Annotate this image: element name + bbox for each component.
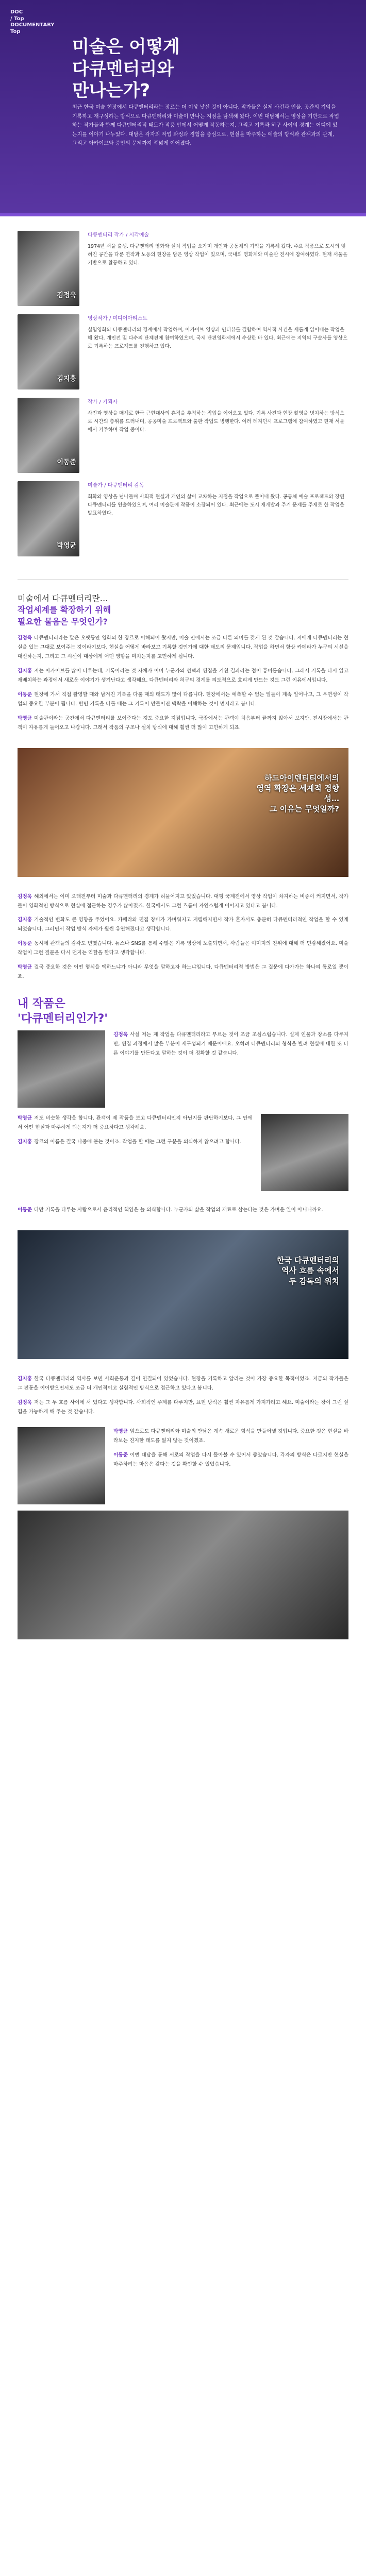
portrait-photo bbox=[18, 398, 79, 473]
profile-bio: 사진과 영상을 매체로 한국 근현대사의 흔적을 추적하는 작업을 이어오고 있다. 기록 사진과 현장 촬영을 병치하는 방식으로 시간의 층위를 드러내며, 공공미술 프로젝트와 출판 작업도 병행한다. 여러 레지던시 프로그램에 참여하였고 현재 서울에서 거주하며 작업 중이다. bbox=[88, 411, 344, 433]
portrait-photo bbox=[18, 481, 79, 556]
question-heading bbox=[18, 593, 348, 628]
speaker-name: 이동준 bbox=[18, 941, 32, 947]
caption-line: 한국 다큐멘터리의 bbox=[276, 1256, 339, 1265]
speaker-name: 박영균 bbox=[113, 1428, 128, 1434]
interview-row bbox=[0, 1427, 366, 1504]
portrait-name: 김정욱 bbox=[57, 292, 76, 300]
speaker-name: 김정욱 bbox=[18, 1400, 32, 1406]
section-divider bbox=[18, 579, 348, 580]
title-line: 다큐멘터리와 bbox=[72, 58, 174, 79]
profile-card bbox=[18, 314, 348, 389]
profile-title: 미술가 / 다큐멘터리 감독 bbox=[88, 483, 144, 488]
speech-text: 결국 중요한 것은 어떤 형식을 택하느냐가 아니라 무엇을 말하고자 하느냐입니다. 다큐멘터리적 방법은 그 질문에 다가가는 하나의 통로일 뿐이죠. bbox=[18, 964, 348, 980]
speech-text: 기술적인 변화도 큰 영향을 주었어요. 카메라와 편집 장비가 가벼워지고 저렴해지면서 작가 혼자서도 충분히 다큐멘터리적인 작업을 할 수 있게 되었습니다. 그러면서 작업 방식 자체가 훨씬 유연해졌다고 생각합니다. bbox=[18, 917, 348, 933]
photo-caption bbox=[246, 1255, 339, 1286]
speech-text: 장르의 이름은 결국 나중에 붙는 것이죠. 작업을 할 때는 그런 구분을 의식하지 않으려고 합니다. bbox=[34, 1139, 241, 1145]
dialogue-paragraph bbox=[18, 1114, 253, 1132]
caption-line: 그 이유는 무엇일까? bbox=[269, 804, 339, 814]
dialogue-paragraph bbox=[18, 1375, 348, 1393]
portrait-photo bbox=[18, 314, 79, 389]
speaker-name: 김정욱 bbox=[18, 893, 32, 900]
portrait-photo bbox=[261, 1114, 348, 1191]
section-heading bbox=[0, 992, 366, 1030]
speech-text: 해외에서는 이미 오래전부터 미술과 다큐멘터리의 경계가 허물어지고 있었습니다. 대형 국제전에서 영상 작업이 차지하는 비중이 커지면서, 작가들이 영화적인 방식으로 현실에 접근하는 경우가 많아졌죠. 한국에서도 그런 흐름이 자연스럽게 이어지고 있다고 봅니다. bbox=[18, 893, 348, 909]
body-section bbox=[0, 884, 366, 992]
speech-text: 동시에 관객들의 감각도 변했습니다. 뉴스나 SNS를 통해 수많은 기록 영상에 노출되면서, 사람들은 이미지의 진위에 대해 더 민감해졌어요. 미술 작업이 그런 질문을 다시 던지는 역할을 한다고 생각합니다. bbox=[18, 941, 348, 956]
question-line: 작업세계를 확장하기 위해 bbox=[18, 605, 111, 615]
caption-line: 영역 확장은 세계적 경향성… bbox=[256, 783, 339, 804]
speaker-name: 김지홍 bbox=[18, 668, 32, 674]
profile-bio: 회화와 영상을 넘나들며 사회적 현실과 개인의 삶이 교차하는 지점을 작업으로 풀어내 왔다. 공동체 예술 프로젝트와 장편 다큐멘터리를 연출하였으며, 여러 미술관에 작품이 소장되어 있다. 최근에는 도시 재개발과 주거 문제를 주제로 한 작업을 발표하였다. bbox=[88, 494, 344, 517]
profile-card bbox=[18, 398, 348, 473]
dialogue-paragraph bbox=[18, 1398, 348, 1417]
interview-row bbox=[0, 1030, 366, 1108]
caption-line: 두 감독의 위치 bbox=[289, 1276, 339, 1286]
profile-card bbox=[18, 481, 348, 556]
portrait-photo bbox=[18, 1427, 105, 1504]
profile-title: 다큐멘터리 작가 / 시각예술 bbox=[88, 232, 149, 238]
heading-line: 내 작품은 bbox=[18, 997, 65, 1011]
dialogue-paragraph bbox=[18, 690, 348, 709]
speech-text: 다큐멘터리라는 말은 오랫동안 영화의 한 장르로 이해되어 왔지만, 미술 안에서는 조금 다른 의미를 갖게 된 것 같습니다. 저에게 다큐멘터리는 현실을 있는 그대로 보여주는 것이라기보다, 현실을 어떻게 바라보고 기록할 것인가에 대한 태도의 문제입니다. 작업을 하면서 항상 카메라가 누구의 시선을 대신하는지, 그리고 그 시선이 대상에게 어떤 영향을 미치는지를 고민하게 됩니다. bbox=[18, 635, 348, 660]
brand-line: / Top bbox=[10, 15, 24, 22]
interview-row bbox=[0, 1114, 366, 1191]
body-section bbox=[0, 1197, 366, 1225]
dialogue-paragraph bbox=[18, 667, 348, 685]
speaker-name: 이동준 bbox=[18, 691, 32, 698]
speech-text: 이번 대담을 통해 서로의 작업을 다시 돌아볼 수 있어서 좋았습니다. 각자의 방식은 다르지만 현실을 마주하려는 마음은 같다는 것을 확인할 수 있었습니다. bbox=[113, 1452, 348, 1467]
speech-text: 저도 비슷한 생각을 합니다. 관객이 제 작품을 보고 다큐멘터리인지 아닌지를 판단하기보다, 그 안에서 어떤 현실과 마주하게 되는지가 더 중요하다고 생각해요. bbox=[18, 1115, 253, 1131]
speaker-name: 박영균 bbox=[18, 964, 32, 971]
body-section bbox=[0, 1366, 366, 1427]
speech-text: 저는 아카이브를 많이 다루는데, 기록이라는 것 자체가 이미 누군가의 선택과 편집을 거친 결과라는 점이 흥미롭습니다. 그래서 기록을 다시 읽고 재배치하는 과정에서 새로운 이야기가 생겨난다고 생각해요. 다큐멘터리와 허구의 경계를 의도적으로 흐리게 만드는 것도 그런 이유에서입니다. bbox=[18, 668, 348, 683]
dialogue-paragraph bbox=[18, 916, 348, 934]
caption-line: 역사 흐름 속에서 bbox=[281, 1266, 339, 1276]
question-line: 미술에서 다큐멘터리란… bbox=[18, 594, 108, 603]
speech-text: 사실 저는 제 작업을 다큐멘터리라고 부르는 것이 조금 조심스럽습니다. 실제 인물과 장소를 다루지만, 편집 과정에서 많은 부분이 재구성되기 때문이에요. 오히려 다큐멘터리의 형식을 빌려 현실에 대한 또 다른 이야기를 만든다고 말하는 것이 더 정확할 것 같습니다. bbox=[113, 1032, 348, 1057]
brand-line: DOCUMENTARY bbox=[10, 22, 55, 28]
question-section bbox=[0, 585, 366, 743]
speech-text: 다만 기록을 다루는 사람으로서 윤리적인 책임은 늘 의식합니다. 누군가의 삶을 작업의 재료로 삼는다는 것은 가벼운 일이 아니니까요. bbox=[34, 1207, 323, 1213]
speaker-name: 이동준 bbox=[113, 1452, 128, 1458]
profile-bio: 실험영화와 다큐멘터리의 경계에서 작업하며, 아카이브 영상과 인터뷰를 결합하여 역사적 사건을 새롭게 읽어내는 작업을 해 왔다. 개인전 및 다수의 단체전에 참여하였으며, 국제 단편영화제에서 수상한 바 있다. 최근에는 지역의 구술사를 영상으로 기록하는 프로젝트를 진행하고 있다. bbox=[88, 327, 348, 350]
speaker-name: 박영균 bbox=[18, 1115, 32, 1122]
brand-line: Top bbox=[10, 28, 21, 35]
discussion-photo bbox=[18, 748, 348, 877]
dialogue-paragraph bbox=[18, 939, 348, 958]
page-title bbox=[72, 36, 278, 102]
portrait-photo bbox=[18, 231, 79, 306]
speech-text: 현장에 가서 직접 촬영할 때와 남겨진 기록을 다룰 때의 태도가 많이 다릅니다. 현장에서는 예측할 수 없는 일들이 계속 일어나고, 그 우연성이 작업의 중요한 부분이 됩니다. 반면 기록을 다룰 때는 그 기록이 만들어진 맥락을 이해하는 것이 먼저라고 봅니다. bbox=[18, 691, 348, 707]
speaker-name: 이동준 bbox=[18, 1207, 32, 1213]
intro-text: 최근 한국 미술 현장에서 다큐멘터리라는 장르는 더 이상 낯선 것이 아니다. 작가들은 실제 사건과 인물, 공간의 기억을 기록하고 재구성하는 방식으로 다큐멘터리와 미술이 만나는 지점을 탐색해 왔다. 이번 대담에서는 영상을 기반으로 작업하는 작가들과 함께 다큐멘터리적 태도가 작품 안에서 어떻게 작동하는지, 그리고 기록과 허구 사이의 경계는 어디에 있는지를 이야기 나누었다. 대담은 각자의 작업 과정과 경험을 중심으로, 현실을 마주하는 예술의 방식과 관객과의 관계, 그리고 아카이브와 증언의 문제까지 폭넓게 이어졌다. bbox=[72, 105, 339, 146]
speaker-name: 김정욱 bbox=[113, 1032, 128, 1038]
portrait-photo bbox=[18, 1030, 105, 1108]
speaker-name: 김정욱 bbox=[18, 635, 32, 641]
profile-list bbox=[0, 216, 366, 574]
question-line: 필요한 물음은 무엇인가? bbox=[18, 616, 108, 626]
dialogue-paragraph bbox=[18, 963, 348, 981]
dialogue-paragraph bbox=[18, 714, 348, 733]
hero-header bbox=[0, 0, 366, 216]
speaker-name: 김지홍 bbox=[18, 1139, 32, 1145]
dialogue-paragraph bbox=[18, 634, 348, 662]
brand-line: DOC bbox=[10, 9, 23, 15]
title-line: 만나는가? bbox=[72, 80, 151, 101]
profile-title: 작가 / 기획자 bbox=[88, 399, 118, 405]
speaker-name: 박영균 bbox=[18, 715, 32, 721]
speech-text: 앞으로도 다큐멘터리와 미술의 만남은 계속 새로운 형식을 만들어낼 것입니다. 중요한 것은 현실을 바라보는 진지한 태도를 잃지 않는 것이겠죠. bbox=[113, 1428, 348, 1444]
portrait-name: 박영균 bbox=[57, 542, 76, 550]
title-line: 미술은 어떻게 bbox=[72, 37, 180, 57]
dialogue-paragraph bbox=[18, 1206, 348, 1215]
profile-title: 영상작가 / 미디어아티스트 bbox=[88, 316, 147, 321]
speech-text: 저는 그 두 흐름 사이에 서 있다고 생각합니다. 사회적인 주제를 다루지만, 표현 방식은 훨씬 자유롭게 가져가려고 해요. 미술이라는 장이 그런 실험을 가능하게 해 주는 것 같습니다. bbox=[18, 1400, 348, 1415]
portrait-name: 김지홍 bbox=[57, 375, 76, 383]
photo-caption bbox=[246, 773, 339, 815]
speech-text: 한국 다큐멘터리의 역사를 보면 사회운동과 깊이 연결되어 있었습니다. 현장을 기록하고 알리는 것이 가장 중요한 목적이었죠. 지금의 작가들은 그 전통을 이어받으면서도 조금 더 개인적이고 실험적인 방식으로 접근하고 있다고 봅니다. bbox=[18, 1376, 348, 1392]
closing-photo bbox=[18, 1511, 348, 1639]
portrait-name: 이동준 bbox=[57, 459, 76, 467]
profile-card bbox=[18, 231, 348, 306]
profile-bio: 1974년 서울 출생. 다큐멘터리 영화와 설치 작업을 오가며 개인과 공동체의 기억을 기록해 왔다. 주요 작품으로 도시의 잊혀진 공간을 다룬 연작과 노동의 현장을 담은 영상 작업이 있으며, 국내외 영화제와 미술관 전시에 참여하였다. 현재 서울을 기반으로 활동하고 있다. bbox=[88, 244, 348, 266]
caption-line: 하드아이덴티티에서의 bbox=[264, 773, 339, 783]
heading-line: '다큐멘터리인가?' bbox=[18, 1012, 108, 1025]
speech-text: 미술관이라는 공간에서 다큐멘터리를 보여준다는 것도 중요한 지점입니다. 극장에서는 관객이 처음부터 끝까지 앉아서 보지만, 전시장에서는 관객이 자유롭게 들어오고 나갑니다. 그래서 작품의 구조나 설치 방식에 대해 훨씬 더 많이 고민하게 되죠. bbox=[18, 715, 348, 731]
footer-spacer bbox=[0, 1647, 366, 1667]
discussion-photo bbox=[18, 1230, 348, 1359]
dialogue-paragraph bbox=[18, 892, 348, 911]
dialogue-paragraph bbox=[113, 1427, 348, 1446]
speaker-name: 김지홍 bbox=[18, 917, 32, 923]
dialogue-paragraph bbox=[113, 1451, 348, 1469]
speaker-name: 김지홍 bbox=[18, 1376, 32, 1382]
brand-logo[interactable] bbox=[10, 9, 55, 35]
dialogue-paragraph bbox=[113, 1030, 348, 1058]
dialogue-paragraph bbox=[18, 1138, 253, 1147]
